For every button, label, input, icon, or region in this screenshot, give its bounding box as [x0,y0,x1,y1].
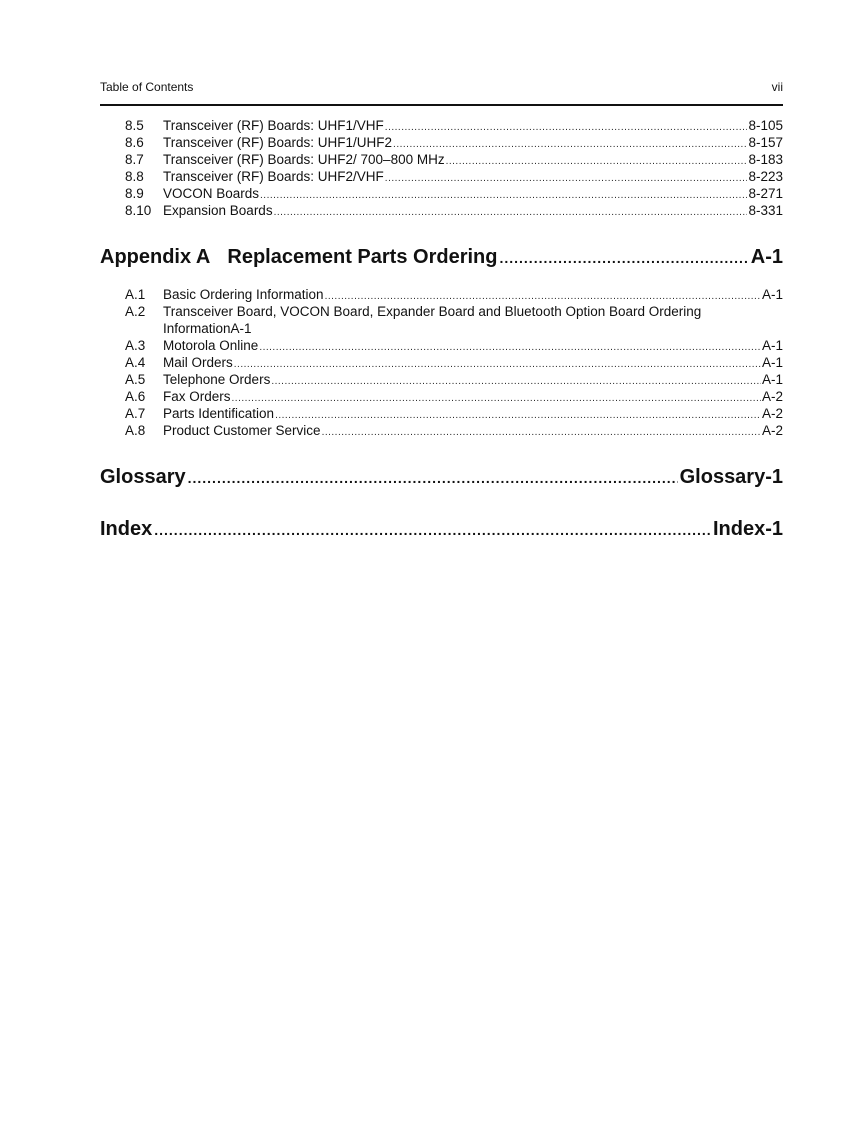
glossary-block [100,465,783,489]
toc-entry-title: Parts Identification [163,406,275,421]
toc-entry-number: A.2 [125,304,146,319]
toc-entry[interactable] [100,134,783,151]
toc-entry[interactable] [100,117,783,134]
toc-entry-title: Motorola Online [163,338,259,353]
toc-entry[interactable] [100,422,783,439]
toc-entry-title: Transceiver Board, VOCON Board, Expander Board and Bluetooth Option Board Ordering InformationA-1 [163,304,702,336]
toc-entry[interactable] [100,405,783,422]
toc-entry-number: 8.5 [125,118,144,133]
toc-entry-page: 8-223 [748,169,783,184]
dot-leader [274,204,748,221]
appendix-label: Appendix A [100,246,211,268]
header-rule [100,104,783,106]
index-title: Index [100,518,153,540]
toc-entry-page: A-1 [761,372,783,387]
header-page-number: vii [771,80,783,94]
toc-entry-number: A.8 [125,423,146,438]
glossary-title: Glossary [100,466,186,488]
toc-entry-number: 8.6 [125,135,144,150]
index-heading[interactable] [100,517,783,541]
toc-entry-number: A.6 [125,389,146,404]
appendix-a-heading-block [100,245,783,269]
toc-entry-title: Expansion Boards [163,203,273,218]
dot-leader [499,246,748,270]
toc-entry[interactable] [100,303,783,337]
toc-entry-page: 8-183 [748,152,783,167]
index-block [100,517,783,541]
toc-entry-number: A.1 [125,287,146,302]
header-section-title: Table of Contents [100,80,194,94]
toc-entry-page: 8-271 [748,186,783,201]
toc-entry-title: Mail Orders [163,355,233,370]
toc-entry-title: Transceiver (RF) Boards: UHF1/VHF [163,118,384,133]
toc-entry[interactable] [100,202,783,219]
toc-entry-number: A.7 [125,406,146,421]
toc-entry-page: A-2 [761,423,783,438]
toc-entry-page: 8-157 [748,135,783,150]
toc-entry[interactable] [100,337,783,354]
toc-entry-number: A.3 [125,338,146,353]
toc-entry-title: Basic Ordering Information [163,287,324,302]
toc-entry-number: 8.7 [125,152,144,167]
toc-entry-title: Transceiver (RF) Boards: UHF1/UHF2 [163,135,393,150]
glossary-page: Glossary-1 [679,466,783,488]
running-header [100,80,783,96]
toc-entry-title: Telephone Orders [163,372,271,387]
toc-entry[interactable] [100,371,783,388]
toc-entry-number: A.5 [125,372,146,387]
toc-entry-page: A-2 [761,389,783,404]
appendix-a-heading[interactable] [100,245,783,269]
toc-entry[interactable] [100,286,783,303]
toc-entry[interactable] [100,354,783,371]
toc-entry[interactable] [100,185,783,202]
toc-entry-page: A-1 [761,287,783,302]
toc-entry-title: Transceiver (RF) Boards: UHF2/ 700–800 MHz [163,152,445,167]
toc-entry-page: A-2 [761,406,783,421]
toc-entry-page: 8-331 [748,203,783,218]
chapter8-entries [100,117,783,219]
toc-entry-title: Product Customer Service [163,423,321,438]
toc-entry-number: 8.8 [125,169,144,184]
toc-entry-number: 8.10 [125,203,152,218]
index-page: Index-1 [712,518,783,540]
toc-entry-title: VOCON Boards [163,186,260,201]
toc-entry-page: 8-105 [748,118,783,133]
toc-entry-title: Fax Orders [163,389,231,404]
toc-entry[interactable] [100,151,783,168]
glossary-heading[interactable] [100,465,783,489]
dot-leader [322,424,761,441]
appendix-page: A-1 [750,246,783,268]
toc-entry-title: Transceiver (RF) Boards: UHF2/VHF [163,169,384,184]
toc-entry-number: A.4 [125,355,146,370]
dot-leader [188,466,678,490]
toc-entry[interactable] [100,168,783,185]
dot-leader [154,518,711,542]
appendix-a-entries [100,286,783,439]
toc-entry-number: 8.9 [125,186,144,201]
toc-entry-page: A-1 [761,355,783,370]
appendix-title: Replacement Parts Ordering [227,246,498,268]
toc-entry-page: A-1 [761,338,783,353]
toc-entry[interactable] [100,388,783,405]
